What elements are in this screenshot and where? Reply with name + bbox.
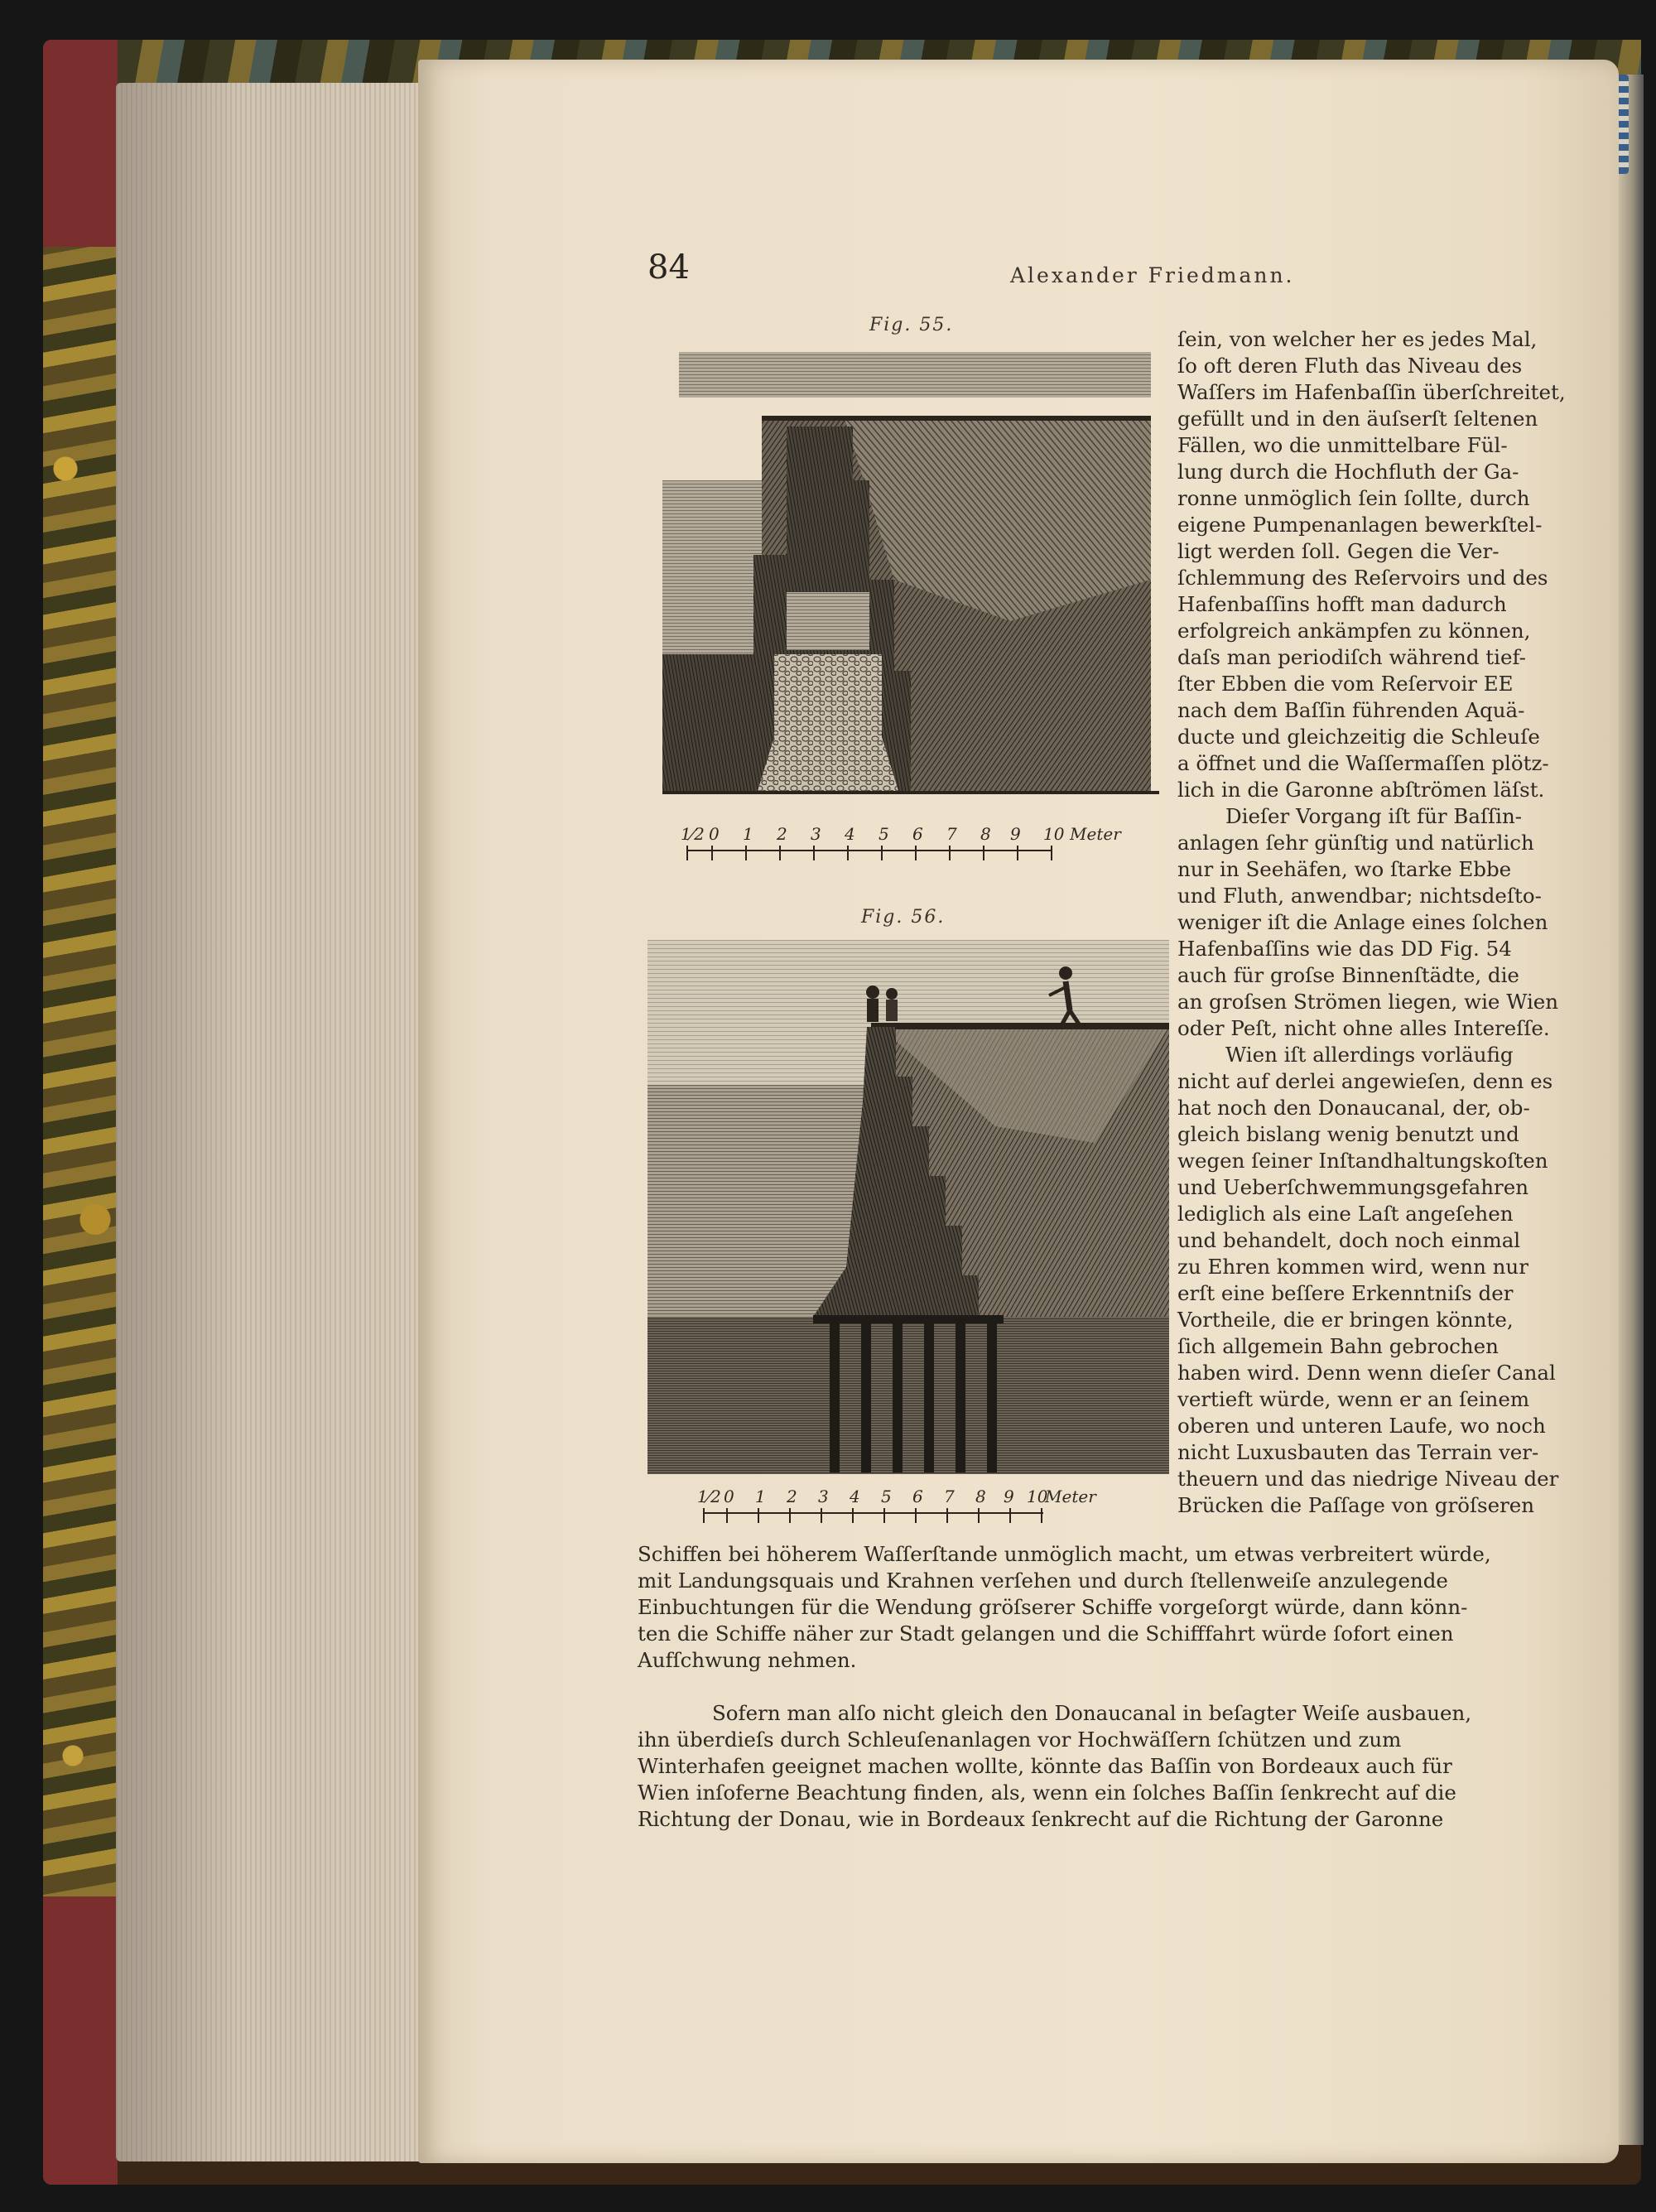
text-line: zu Ehren kommen wird, wenn nur xyxy=(1177,1255,1528,1279)
text-line: eigene Pumpenanlagen bewerkſtel- xyxy=(1177,513,1543,537)
text-line: Dieſer Vorgang iſt für Baſſin- xyxy=(1225,804,1523,828)
figure-55-scale xyxy=(679,824,1143,874)
text-line: Schiffen bei höherem Waſſerſtande unmöglich macht, um etwas verbreitert würde, xyxy=(638,1542,1491,1566)
figure-56-scale xyxy=(696,1487,1159,1536)
text-line: wegen ſeiner Inſtandhaltungskoſten xyxy=(1177,1149,1548,1173)
text-line: oberen und unteren Laufe, wo noch xyxy=(1177,1414,1546,1438)
text-line: Winterhafen geeignet machen wollte, könnte das Baſſin von Bordeaux auch für xyxy=(638,1754,1452,1778)
text-line: Wien iſt allerdings vorläufig xyxy=(1225,1043,1514,1067)
scale-label: 1⁄2 xyxy=(681,824,705,844)
scale-label: 1⁄2 xyxy=(697,1487,721,1506)
text-line: theuern und das niedrige Niveau der xyxy=(1177,1467,1559,1491)
text-line: Sofern man alſo nicht gleich den Donaucanal in beſagter Weiſe ausbauen, xyxy=(712,1701,1472,1725)
scale-label: 7 xyxy=(944,1487,955,1506)
scale-unit: Meter xyxy=(1045,1487,1096,1506)
text-line: nicht Luxusbauten das Terrain ver- xyxy=(1177,1440,1539,1464)
text-line: und Ueberſchwemmungsgefahren xyxy=(1177,1175,1529,1199)
text-line: Hafenbaſſins wie das DD Fig. 54 xyxy=(1177,937,1512,961)
text-line: ſein, von welcher her es jedes Mal, xyxy=(1177,327,1538,351)
text-line: nur in Seehäfen, wo ſtarke Ebbe xyxy=(1177,857,1512,881)
text-line: mit Landungsquais und Krahnen verſehen und durch ſtellenweiſe anzulegende xyxy=(638,1569,1448,1593)
page-stack-edges xyxy=(116,83,422,2161)
text-line: und Fluth, anwendbar; nichtsdeſto- xyxy=(1177,884,1542,908)
text-line: erſt eine beſſere Erkenntniſs der xyxy=(1177,1281,1514,1305)
text-line: haben wird. Denn wenn dieſer Canal xyxy=(1177,1361,1556,1385)
scale-label: 10 xyxy=(1027,1487,1048,1506)
text-line: Hafenbaſſins hofft man dadurch xyxy=(1177,592,1507,616)
scale-unit: Meter xyxy=(1070,824,1121,844)
scale-label: 6 xyxy=(912,824,923,844)
scale-label: 3 xyxy=(811,824,821,844)
text-line: und behandelt, doch noch einmal xyxy=(1177,1228,1521,1252)
text-line: Einbuchtungen für die Wendung gröſserer Schiffe vorgeſorgt würde, dann könn- xyxy=(638,1595,1468,1619)
scale-label: 7 xyxy=(946,824,957,844)
text-line: oder Peſt, nicht ohne alles Intereſſe. xyxy=(1177,1016,1550,1040)
leather-corner-top xyxy=(43,40,118,247)
text-line: weniger iſt die Anlage eines ſolchen xyxy=(1177,910,1548,934)
scale-label: 8 xyxy=(980,824,991,844)
figure-56-engraving xyxy=(647,936,1169,1474)
right-page-edge xyxy=(1615,75,1644,2145)
text-line: daſs man periodiſch während tief- xyxy=(1177,645,1526,669)
text-line: nicht auf derlei angewieſen, denn es xyxy=(1177,1069,1553,1093)
figure-55-engraving xyxy=(662,348,1159,795)
text-line: ihn überdieſs durch Schleuſenanlagen vor Hochwäſſern ſchützen und zum xyxy=(638,1728,1402,1752)
text-line: ſich allgemein Bahn gebrochen xyxy=(1177,1334,1499,1358)
text-line: ten die Schiffe näher zur Stadt gelangen und die Schifffahrt würde ſofort einen xyxy=(638,1622,1454,1646)
text-line: Richtung der Donau, wie in Bordeaux ſenkrecht auf die Richtung der Garonne xyxy=(638,1807,1444,1831)
text-line: hat noch den Donaucanal, der, ob- xyxy=(1177,1096,1530,1120)
text-line: nach dem Baſſin führenden Aquä- xyxy=(1177,698,1525,722)
leather-corner-bottom xyxy=(43,1896,118,2185)
text-line: ronne unmöglich ſein ſollte, durch xyxy=(1177,486,1530,510)
figure-56-caption: Fig. 56. xyxy=(861,907,946,928)
scale-label: 9 xyxy=(1004,1487,1014,1506)
scale-label: 0 xyxy=(709,824,720,844)
scale-label: 9 xyxy=(1010,824,1021,844)
text-line: erfolgreich ankämpfen zu können, xyxy=(1177,619,1531,643)
text-line: ſchlemmung des Reſervoirs und des xyxy=(1177,566,1548,590)
scale-label: 5 xyxy=(879,824,889,844)
text-line: gleich bislang wenig benutzt und xyxy=(1177,1122,1519,1146)
scale-label: 4 xyxy=(850,1487,860,1506)
scale-label: 5 xyxy=(881,1487,892,1506)
scale-label: 6 xyxy=(912,1487,923,1506)
scale-label: 4 xyxy=(845,824,855,844)
scale-label: 8 xyxy=(975,1487,986,1506)
text-line: ſo oft deren Fluth das Niveau des xyxy=(1177,354,1523,378)
scale-label: 10 xyxy=(1043,824,1065,844)
text-line: a öffnet und die Waſſermaſſen plötz- xyxy=(1177,751,1549,775)
text-line: ducte und gleichzeitig die Schleuſe xyxy=(1177,725,1540,749)
scale-label: 0 xyxy=(724,1487,734,1506)
marbled-cover-edge xyxy=(43,40,118,2185)
page-number: 84 xyxy=(647,248,690,287)
scale-label: 1 xyxy=(743,824,753,844)
text-line: Vortheile, die er bringen könnte, xyxy=(1177,1308,1514,1332)
text-line: vertieft würde, wenn er an ſeinem xyxy=(1177,1387,1530,1411)
text-line: Brücken die Paſſage von gröſseren xyxy=(1177,1493,1535,1517)
text-line: Aufſchwung nehmen. xyxy=(638,1648,857,1672)
text-line: lediglich als eine Laſt angeſehen xyxy=(1177,1202,1514,1226)
scale-label: 2 xyxy=(777,824,787,844)
text-line: ſter Ebben die vom Reſervoir EE xyxy=(1177,672,1514,696)
text-line: ligt werden ſoll. Gegen die Ver- xyxy=(1177,539,1500,563)
text-line: Wien inſoferne Beachtung finden, als, wenn ein ſolches Baſſin ſenkrecht auf die xyxy=(638,1781,1456,1805)
text-line: lich in die Garonne abſtrömen läſst. xyxy=(1177,778,1545,802)
scale-label: 1 xyxy=(755,1487,766,1506)
running-head: Alexander Friedmann. xyxy=(1010,263,1295,287)
text-line: auch für groſse Binnenſtädte, die xyxy=(1177,963,1519,987)
text-line: Fällen, wo die unmittelbare Fül- xyxy=(1177,433,1508,457)
scale-label: 3 xyxy=(818,1487,829,1506)
figure-55-caption: Fig. 55. xyxy=(869,315,954,335)
scale-label: 2 xyxy=(787,1487,797,1506)
text-line: Waſſers im Hafenbaſſin überſchreitet, xyxy=(1177,380,1566,404)
text-line: lung durch die Hochfluth der Ga- xyxy=(1177,460,1519,484)
text-line: anlagen ſehr günſtig und natürlich xyxy=(1177,831,1534,855)
text-line: gefüllt und in den äuſserſt ſeltenen xyxy=(1177,407,1538,431)
text-line: an groſsen Strömen liegen, wie Wien xyxy=(1177,990,1559,1014)
